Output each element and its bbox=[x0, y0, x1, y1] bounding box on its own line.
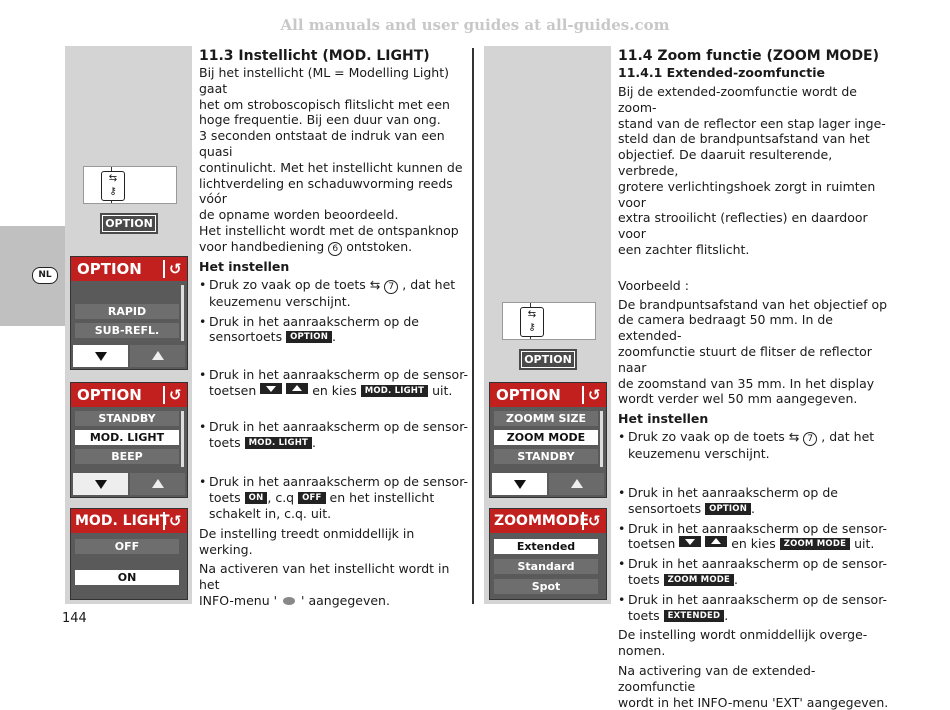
info-line bbox=[199, 593, 469, 609]
step-text: , dat het bbox=[821, 429, 874, 444]
release-text: ontstoken. bbox=[346, 239, 412, 254]
down-key-icon bbox=[679, 536, 701, 547]
number-6-icon: 6 bbox=[328, 242, 342, 256]
screen-title-text: OPTION bbox=[77, 386, 142, 404]
option-menu-screen bbox=[70, 256, 188, 370]
intro-line: lichtverdeling en schaduwvorming reeds vóór bbox=[199, 176, 469, 208]
scroll-down-button[interactable] bbox=[73, 473, 128, 495]
option-key: OPTION bbox=[705, 503, 751, 515]
step-text: Druk in het aanraakscherm op de sensor- bbox=[209, 367, 468, 382]
flash-button-illustration bbox=[83, 166, 177, 204]
intro-line: een zachter flitslicht. bbox=[618, 242, 890, 258]
mod-light-key: MOD. LIGHT bbox=[245, 437, 312, 449]
effect-line: De instelling treedt onmiddellijk in werking. bbox=[199, 526, 469, 558]
example-label: Voorbeeld : bbox=[618, 278, 890, 294]
option-off[interactable]: OFF bbox=[75, 539, 179, 554]
scroll-down-button[interactable] bbox=[73, 345, 128, 367]
step-text: toets bbox=[628, 572, 660, 587]
menu-item-sub-refl[interactable]: SUB-REFL. bbox=[75, 323, 179, 338]
step-text: Druk in het aanraakscherm op de bbox=[628, 485, 838, 500]
step-text: Druk in het aanraakscherm op de sensor- bbox=[209, 474, 468, 489]
scrollbar[interactable] bbox=[181, 285, 184, 341]
screen-title bbox=[490, 509, 606, 533]
example-line: de zoomstand van 35 mm. In het display bbox=[618, 376, 890, 392]
option-key: OPTION bbox=[286, 331, 332, 343]
step-text: keuzemenu verschijnt. bbox=[628, 446, 770, 461]
step-text: toets bbox=[628, 608, 660, 623]
menu-item-standby[interactable]: STANDBY bbox=[75, 411, 179, 426]
step-text: . bbox=[734, 572, 738, 587]
right-text-column bbox=[618, 47, 890, 710]
step-text: . bbox=[312, 435, 316, 450]
option-on[interactable]: ON bbox=[75, 570, 179, 585]
step-text: en kies bbox=[731, 536, 776, 551]
swap-key-icon: ⇆ bbox=[370, 277, 380, 292]
step-text: sensortoets bbox=[209, 329, 282, 344]
menu-item-mod-light[interactable]: MOD. LIGHT bbox=[75, 430, 179, 445]
page-number: 144 bbox=[62, 611, 87, 626]
section-title: 11.4 Zoom functie (ZOOM MODE) bbox=[618, 47, 890, 65]
step-5 bbox=[199, 474, 469, 521]
subhead: Het instellen bbox=[618, 411, 890, 427]
mod-light-screen bbox=[70, 508, 188, 600]
step-1 bbox=[199, 277, 469, 310]
back-icon[interactable] bbox=[163, 260, 183, 278]
step-text: . bbox=[332, 329, 336, 344]
menu-item-zoom-size[interactable]: ZOOMM SIZE bbox=[494, 411, 598, 426]
menu-item-zoom-mode[interactable]: ZOOM MODE bbox=[494, 430, 598, 445]
option-button[interactable]: OPTION bbox=[519, 349, 577, 370]
step-text: uit. bbox=[854, 536, 874, 551]
up-key-icon bbox=[286, 383, 308, 394]
flash-key-icon: ⇆ ⚷ bbox=[520, 307, 544, 337]
step-2 bbox=[199, 314, 469, 346]
off-key: OFF bbox=[298, 492, 325, 504]
intro-line: het om stroboscopisch flitslicht met een bbox=[199, 97, 469, 113]
back-icon[interactable] bbox=[582, 512, 602, 530]
screen-title-text: OPTION bbox=[77, 260, 142, 278]
step-text: . bbox=[751, 501, 755, 516]
screen-title bbox=[71, 257, 187, 281]
menu-item-beep[interactable]: BEEP bbox=[75, 449, 179, 464]
screen-title bbox=[490, 383, 606, 407]
release-line: Het instellicht wordt met de ontspanknop bbox=[199, 223, 469, 239]
screen-title bbox=[71, 383, 187, 407]
step-2 bbox=[618, 485, 890, 517]
screen-title-text: ZOOMMODE bbox=[494, 513, 589, 529]
info-text: INFO-menu ' bbox=[199, 593, 277, 608]
step-text: uit. bbox=[432, 383, 452, 398]
intro-line: hoge frequentie. Bij een duur van ong. bbox=[199, 112, 469, 128]
modelling-light-icon bbox=[283, 597, 295, 605]
intro-line: Bij het instellicht (ML = Modelling Light) gaat bbox=[199, 65, 469, 97]
step-5 bbox=[618, 592, 890, 624]
zoom-mode-screen bbox=[489, 508, 607, 600]
intro-line: 3 seconden ontstaat de indruk van een quasi bbox=[199, 128, 469, 160]
intro-line: objectief. De daaruit resulterende, verbrede, bbox=[618, 147, 890, 179]
step-text: Druk zo vaak op de toets bbox=[209, 277, 366, 292]
option-spot[interactable]: Spot bbox=[494, 579, 598, 594]
back-icon[interactable] bbox=[163, 386, 183, 404]
zoom-mode-key: ZOOM MODE bbox=[780, 538, 850, 550]
option-standard[interactable]: Standard bbox=[494, 559, 598, 574]
step-text: Druk in het aanraakscherm op de sensor- bbox=[209, 419, 468, 434]
effect-line: nomen. bbox=[618, 643, 890, 659]
scroll-up-button[interactable] bbox=[549, 473, 604, 495]
step-text: toetsen bbox=[628, 536, 675, 551]
step-text: toetsen bbox=[209, 383, 256, 398]
step-text: en kies bbox=[312, 383, 357, 398]
scroll-down-button[interactable] bbox=[492, 473, 547, 495]
step-text: sensortoets bbox=[628, 501, 701, 516]
step-text: keuzemenu verschijnt. bbox=[209, 294, 351, 309]
scroll-up-button[interactable] bbox=[130, 345, 185, 367]
column-divider bbox=[472, 48, 474, 604]
release-text: voor handbediening bbox=[199, 239, 324, 254]
scroll-up-button[interactable] bbox=[130, 473, 185, 495]
example-line: wordt verder wel 50 mm aangegeven. bbox=[618, 391, 890, 407]
left-text-column bbox=[199, 47, 469, 609]
info-line: Na activeren van het instellicht wordt in het bbox=[199, 561, 469, 593]
step-text: . bbox=[724, 608, 728, 623]
number-7-icon: 7 bbox=[803, 432, 817, 446]
back-icon[interactable] bbox=[163, 512, 183, 530]
flash-button-illustration bbox=[502, 302, 596, 340]
menu-item-rapid[interactable]: RAPID bbox=[75, 304, 179, 319]
step-text: en het instellicht bbox=[330, 490, 435, 505]
intro-line: Bij de extended-zoomfunctie wordt de zoom- bbox=[618, 84, 890, 116]
intro-line: grotere verlichtingshoek zorgt in ruimten voor bbox=[618, 179, 890, 211]
section-subtitle: 11.4.1 Extended-zoomfunctie bbox=[618, 65, 890, 81]
info-text: ' aangegeven. bbox=[301, 593, 390, 608]
info-line: Na activering van de extended-zoomfunctie bbox=[618, 663, 890, 695]
intro-line: continulicht. Met het instellicht kunnen de bbox=[199, 160, 469, 176]
step-4 bbox=[199, 419, 469, 451]
menu-item-standby[interactable]: STANDBY bbox=[494, 449, 598, 464]
option-extended[interactable]: Extended bbox=[494, 539, 598, 554]
option-menu-screen bbox=[489, 382, 607, 498]
release-line bbox=[199, 239, 469, 256]
step-text: Druk zo vaak op de toets bbox=[628, 429, 785, 444]
example-line: zoomfunctie stuurt de flitser de reflector naar bbox=[618, 344, 890, 376]
screen-title-text: MOD. LIGHT bbox=[75, 513, 170, 529]
scrollbar[interactable] bbox=[600, 411, 603, 467]
up-key-icon bbox=[705, 536, 727, 547]
step-text: Druk in het aanraakscherm op de sensor- bbox=[628, 592, 887, 607]
on-key: ON bbox=[245, 492, 268, 504]
back-icon[interactable] bbox=[582, 386, 602, 404]
info-line: wordt in het INFO-menu 'EXT' aangegeven. bbox=[618, 695, 890, 710]
swap-key-icon: ⇆ bbox=[789, 429, 799, 444]
example-line: De brandpuntsafstand van het objectief op bbox=[618, 297, 890, 313]
step-4 bbox=[618, 556, 890, 588]
intro-line: de opname worden beoordeeld. bbox=[199, 207, 469, 223]
down-key-icon bbox=[260, 383, 282, 394]
intro-line: steld dan de brandpuntsafstand van het bbox=[618, 131, 890, 147]
zoom-mode-key: ZOOM MODE bbox=[664, 574, 734, 586]
step-text: , c.q bbox=[267, 490, 294, 505]
screen-title bbox=[71, 509, 187, 533]
step-text: Druk in het aanraakscherm op de bbox=[209, 314, 419, 329]
mod-light-key: MOD. LIGHT bbox=[361, 385, 428, 397]
effect-line: De instelling wordt onmiddellijk overge- bbox=[618, 627, 890, 643]
intro-line: stand van de reflector een stap lager inge- bbox=[618, 116, 890, 132]
example-line: de camera bedraagt 50 mm. In de extended- bbox=[618, 312, 890, 344]
extended-key: EXTENDED bbox=[664, 610, 725, 622]
screen-title-text: OPTION bbox=[496, 386, 561, 404]
subhead: Het instellen bbox=[199, 259, 469, 275]
flash-key-icon: ⇆ ⚷ bbox=[101, 171, 125, 201]
step-text: Druk in het aanraakscherm op de sensor- bbox=[628, 521, 887, 536]
step-text: toets bbox=[209, 490, 241, 505]
step-3 bbox=[199, 367, 469, 399]
step-1 bbox=[618, 429, 890, 462]
language-badge: NL bbox=[32, 267, 58, 284]
watermark: All manuals and user guides at all-guides.com bbox=[0, 16, 950, 34]
step-3 bbox=[618, 521, 890, 553]
step-text: toets bbox=[209, 435, 241, 450]
section-title: 11.3 Instellicht (MOD. LIGHT) bbox=[199, 47, 469, 65]
intro-line: extra strooilicht (reflecties) en daardoor voor bbox=[618, 210, 890, 242]
step-text: , dat het bbox=[402, 277, 455, 292]
option-menu-screen-2 bbox=[70, 382, 188, 498]
number-7-icon: 7 bbox=[384, 280, 398, 294]
option-button[interactable]: OPTION bbox=[100, 213, 158, 234]
step-text: Druk in het aanraakscherm op de sensor- bbox=[628, 556, 887, 571]
step-text: schakelt in, c.q. uit. bbox=[209, 506, 331, 521]
scrollbar[interactable] bbox=[181, 411, 184, 467]
